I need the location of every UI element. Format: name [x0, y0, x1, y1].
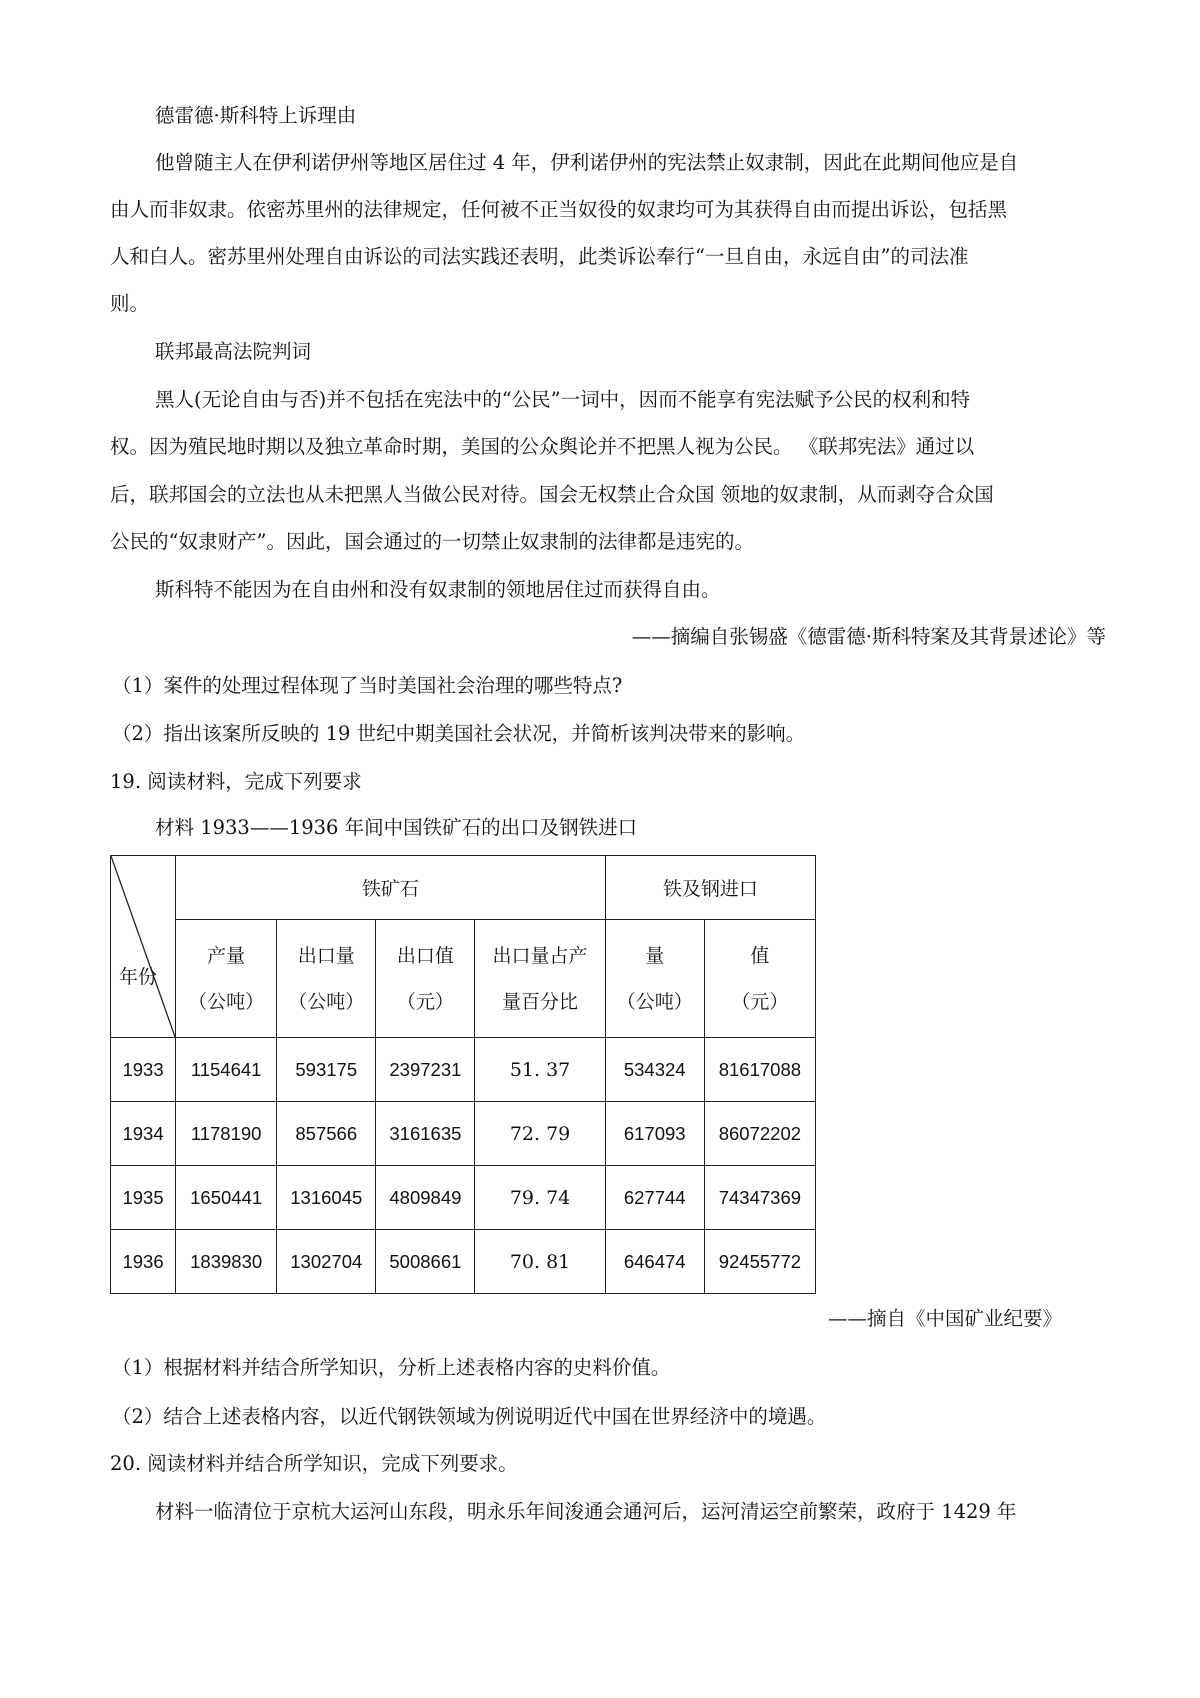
cell-export-percent: 70. 81 [475, 1230, 605, 1294]
cell-output: 1178190 [176, 1102, 277, 1166]
cell-output: 1839830 [176, 1230, 277, 1294]
question-20-title: 20. 阅读材料并结合所学知识，完成下列要求。 [110, 1452, 518, 1475]
question-19-title: 19. 阅读材料，完成下列要求 [110, 770, 362, 793]
appeal-heading: 德雷德·斯科特上诉理由 [155, 104, 357, 127]
cell-year: 1936 [111, 1230, 176, 1294]
header-export-percent: 出口量占产 量百分比 [475, 920, 605, 1038]
cell-export-percent: 72. 79 [475, 1102, 605, 1166]
cell-year: 1933 [111, 1038, 176, 1102]
ruling-last-line: 斯科特不能因为在自由州和没有奴隶制的领地居住过而获得自由。 [155, 578, 721, 601]
cell-export-value: 5008661 [376, 1230, 475, 1294]
group-header-iron-ore: 铁矿石 [176, 856, 606, 920]
ruling-heading: 联邦最高法院判词 [155, 340, 312, 363]
ruling-line-2: 权。因为殖民地时期以及独立革命时期，美国的公众舆论并不把黑人视为公民。 《联邦宪法》通过以 [110, 435, 975, 458]
appeal-line-1: 他曾随主人在伊利诺伊州等地区居住过 4 年，伊利诺伊州的宪法禁止奴隶制，因此在此期间他应是自 [155, 151, 1019, 174]
cell-output: 1650441 [176, 1166, 277, 1230]
cell-export-percent: 79. 74 [475, 1166, 605, 1230]
table-source: ——摘自《中国矿业纪要》 [827, 1307, 1062, 1330]
cell-export-value: 2397231 [376, 1038, 475, 1102]
cell-year: 1935 [111, 1166, 176, 1230]
table-row [111, 1102, 816, 1166]
case-source: ——摘编自张锡盛《德雷德·斯科特案及其背景述论》等 [631, 625, 1106, 648]
cell-export-percent: 51. 37 [475, 1038, 605, 1102]
header-output: 产量 （公吨） [176, 920, 277, 1038]
cell-output: 1154641 [176, 1038, 277, 1102]
iron-ore-table [110, 855, 816, 1294]
appeal-line-4: 则。 [110, 292, 150, 315]
table-column-header-row [111, 920, 816, 1038]
header-export-value: 出口值 （元） [376, 920, 475, 1038]
case-question-1: （1）案件的处理过程体现了当时美国社会治理的哪些特点? [112, 674, 623, 697]
question-19-part-2: （2）结合上述表格内容，以近代钢铁领域为例说明近代中国在世界经济中的境遇。 [112, 1405, 827, 1428]
cell-export-volume: 857566 [277, 1102, 376, 1166]
cell-import-volume: 646474 [605, 1230, 704, 1294]
cell-export-volume: 1302704 [277, 1230, 376, 1294]
ruling-line-3: 后，联邦国会的立法也从未把黑人当做公民对待。国会无权禁止合众国 领地的奴隶制，从而剥夺合众国 [110, 483, 994, 506]
table-row [111, 1038, 816, 1102]
corner-cell [111, 856, 176, 1038]
cell-export-value: 4809849 [376, 1166, 475, 1230]
group-header-steel-import: 铁及钢进口 [605, 856, 815, 920]
ruling-line-1: 黑人(无论自由与否)并不包括在宪法中的“公民”一词中，因而不能享有宪法赋予公民的权利和特 [155, 388, 971, 411]
cell-year: 1934 [111, 1102, 176, 1166]
corner-label: 年份 [119, 966, 158, 988]
cell-import-value: 92455772 [704, 1230, 815, 1294]
cell-import-volume: 534324 [605, 1038, 704, 1102]
material-label: 材料 1933——1936 年间中国铁矿石的出口及钢铁进口 [155, 816, 638, 839]
diagonal-line [111, 856, 175, 1037]
cell-import-value: 86072202 [704, 1102, 815, 1166]
cell-export-volume: 1316045 [277, 1166, 376, 1230]
cell-export-volume: 593175 [277, 1038, 376, 1102]
appeal-line-2: 由人而非奴隶。依密苏里州的法律规定，任何被不正当奴役的奴隶均可为其获得自由而提出诉讼，包括黑 [110, 198, 1008, 221]
table-row [111, 1230, 816, 1294]
cell-export-value: 3161635 [376, 1102, 475, 1166]
table-group-header-row [111, 856, 816, 920]
question-19-part-1: （1）根据材料并结合所学知识，分析上述表格内容的史料价值。 [112, 1356, 671, 1379]
case-question-2: （2）指出该案所反映的 19 世纪中期美国社会状况，并简析该判决带来的影响。 [112, 722, 806, 745]
cell-import-value: 74347369 [704, 1166, 815, 1230]
cell-import-value: 81617088 [704, 1038, 815, 1102]
header-export-volume: 出口量 （公吨） [277, 920, 376, 1038]
header-import-value: 值 （元） [704, 920, 815, 1038]
table-row [111, 1166, 816, 1230]
ruling-line-4: 公民的“奴隶财产”。因此，国会通过的一切禁止奴隶制的法律都是违宪的。 [110, 530, 754, 553]
question-20-material: 材料一临清位于京杭大运河山东段，明永乐年间浚通会通河后，运河清运空前繁荣，政府于 1429 年 [155, 1500, 1017, 1523]
cell-import-volume: 627744 [605, 1166, 704, 1230]
header-import-volume: 量 （公吨） [605, 920, 704, 1038]
appeal-line-3: 人和白人。密苏里州处理自由诉讼的司法实践还表明，此类诉讼奉行“一旦自由，永远自由”的司法准 [110, 245, 969, 268]
cell-import-volume: 617093 [605, 1102, 704, 1166]
